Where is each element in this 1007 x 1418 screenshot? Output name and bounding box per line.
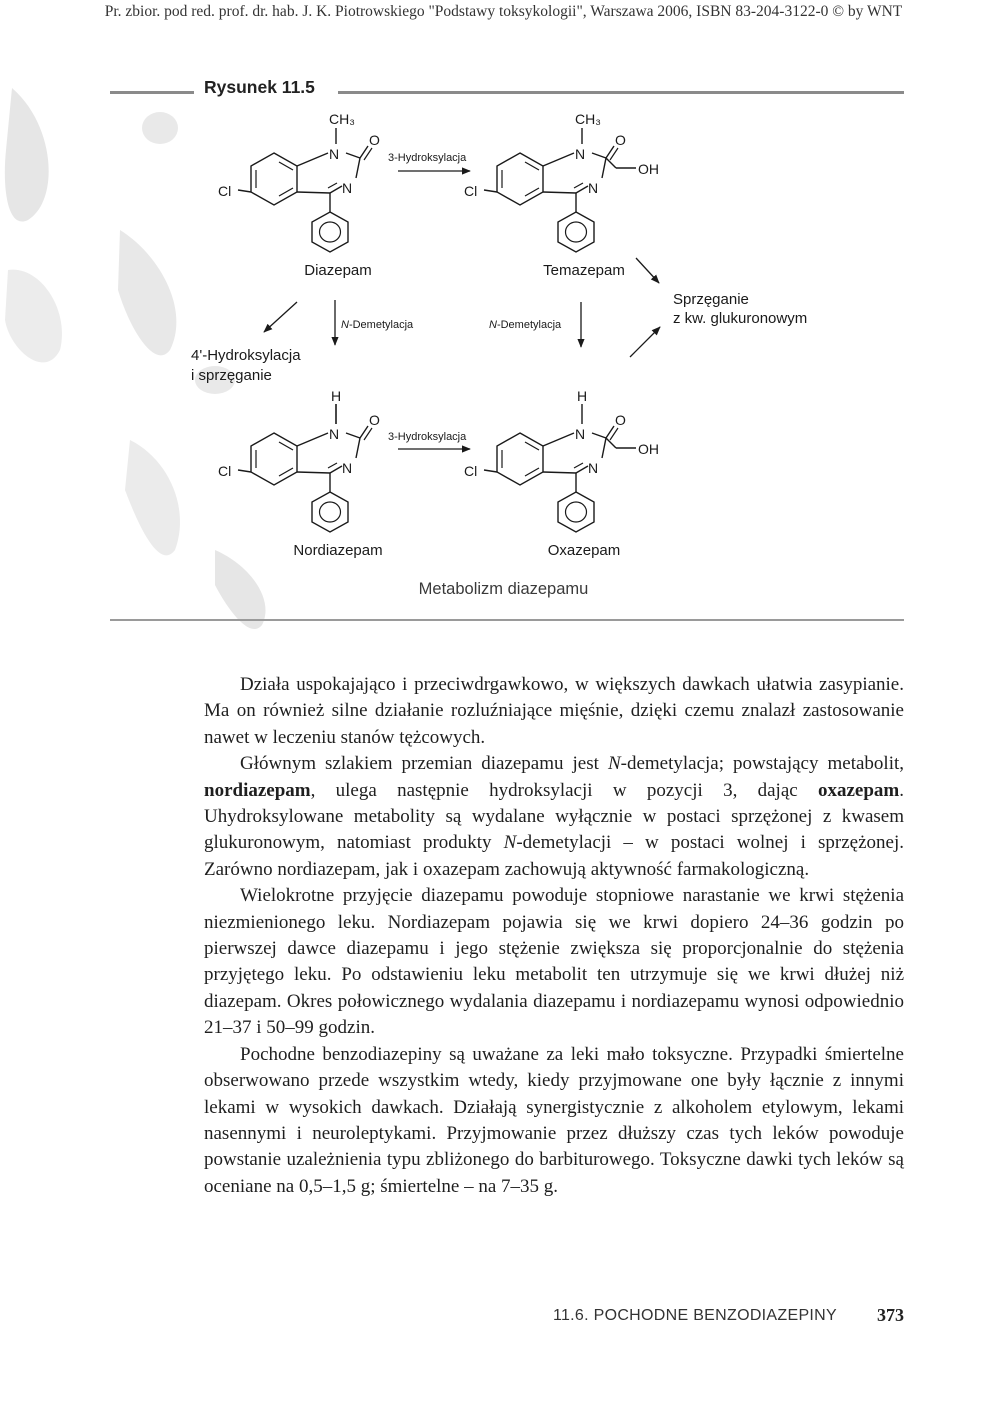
body-text <box>204 672 904 1200</box>
nordiazepam-hydrogen-label: H <box>331 388 342 404</box>
temazepam-n4-label: N <box>588 180 599 196</box>
figure-bottom-rule <box>110 619 904 621</box>
temazepam-hydroxyl-label: OH <box>638 161 659 177</box>
term-nordiazepam: nordiazepam <box>204 779 311 801</box>
metabolism-diagram <box>0 0 1007 620</box>
diazepam-chlorine-label: Cl <box>218 183 232 199</box>
svg-text:N-Demetylacja: N-Demetylacja <box>341 319 414 331</box>
top-hydroxylation-arrow <box>388 152 470 171</box>
paragraph-1: Działa uspokajająco i przeciwdrgawkowo, w większych dawkach ułatwia zasypianie. Ma on również silne działanie rozluźniające mięśnie, dzięki czemu znalazł zastosowanie nawet w leczeniu stanów tężcowych. <box>204 674 904 748</box>
right-demethylation-arrow <box>489 302 581 347</box>
top-hydroxylation-label: 3-Hydroksylacja <box>388 152 467 164</box>
copyright-header: Pr. zbior. pod red. prof. dr. hab. J. K. Piotrowskiego "Podstawy toksykologii", Warszawa 2006, ISBN 83-204-3122-0 © by WNT <box>104 3 903 20</box>
hydroxylation-4-arrow <box>191 302 301 384</box>
page-number: 373 <box>877 1305 904 1325</box>
paragraph-2: Głównym szlakiem przemian diazepamu jest N-demetylacja; powstający metabolit, nordiazepam, ulega następnie hydroksylacji w pozycji 3, dając oxazepam. Uhydroksylowane metabolity są wydalane wyłącznie w postaci sprzężonej z kwasem glukuronowym, natomiast produkty N-demetylacji – w postaci wolnej i sprzężonej. Zarówno nordiazepam, jak i oxazepam zachowują aktywność farmakologiczną. <box>204 753 905 880</box>
oxazepam-structure <box>464 388 659 532</box>
temazepam-name: Temazepam <box>543 262 625 279</box>
paragraph-3: Wielokrotne przyjęcie diazepamu powoduje stopniowe narastanie we krwi stężenia niezmienionego leku. Nordiazepam pojawia się we krwi dopiero 24–36 godzin po pierwszej dawce diazepamu i jego stężenie zwiększa się proporcjonalnie do stężenia przyjętego leku. Po odstawieniu leku metabolit ten utrzymuje się we krwi dłużej niż diazepam. Okres połowicznego wydalania diazepamu i nordiazepamu wynosi odpowiednio 21–37 i 50–99 godzin. <box>204 885 904 1039</box>
temazepam-oxygen-label: O <box>615 132 626 148</box>
conjugation-line2: z kw. glukuronowym <box>673 310 808 327</box>
diazepam-methyl-label: CH₃ <box>329 111 355 127</box>
diazepam-name: Diazepam <box>304 262 372 279</box>
nordiazepam-structure <box>218 388 380 532</box>
temazepam-structure <box>464 111 659 252</box>
oxazepam-hydroxyl-label: OH <box>638 441 659 457</box>
diazepam-structure <box>218 111 380 252</box>
oxazepam-hydrogen-label: H <box>577 388 588 404</box>
oxazepam-name: Oxazepam <box>547 542 621 559</box>
nordiazepam-n4-label: N <box>342 460 353 476</box>
diazepam-oxygen-label: O <box>369 132 380 148</box>
paragraph-4: Pochodne benzodiazepiny są uważane za leki mało toksyczne. Przypadki śmiertelne obserwowano przede wszystkim wtedy, kiedy przyjmowane one były łącznie z innymi lekami w wysokich dawkach. Działają synergistycznie z alkoholem etylowym, lekami nasennymi i neuroleptykami. Przyjmowanie przez dłuższy czas tych leków powoduje powstanie uzależnienia typu zbliżonego do barbiturowego. Toksyczne dawki tych leków są oceniane na 0,5–1,5 g; śmiertelne – na 7–35 g. <box>204 1043 904 1197</box>
oxazepam-oxygen-label: O <box>615 412 626 428</box>
diazepam-n4-label: N <box>342 180 353 196</box>
conjugation-arrows <box>630 258 807 357</box>
figure-caption: Metabolizm diazepamu <box>418 580 589 598</box>
conjugation-line1: Sprzęganie <box>673 291 749 308</box>
hydroxylation-4-line2: i sprzęganie <box>191 367 272 384</box>
bottom-hydroxylation-arrow <box>388 431 470 449</box>
oxazepam-n1-label: N <box>575 426 586 442</box>
nordiazepam-oxygen-label: O <box>369 412 380 428</box>
temazepam-methyl-label: CH₃ <box>575 111 601 127</box>
figure-title: Rysunek 11.5 <box>204 77 315 97</box>
hydroxylation-4-line1: 4'-Hydroksylacja <box>191 347 301 364</box>
term-oxazepam: oxazepam <box>817 779 900 801</box>
temazepam-n1-label: N <box>575 146 586 162</box>
left-demethylation-arrow <box>335 300 414 345</box>
footer-section-title: 11.6. POCHODNE BENZODIAZEPINY <box>552 1307 837 1324</box>
nordiazepam-name: Nordiazepam <box>293 542 383 559</box>
oxazepam-n4-label: N <box>588 460 599 476</box>
diazepam-n1-label: N <box>329 146 340 162</box>
temazepam-chlorine-label: Cl <box>464 183 478 199</box>
nordiazepam-n1-label: N <box>329 426 340 442</box>
svg-text:N-Demetylacja: N-Demetylacja <box>489 319 562 331</box>
nordiazepam-chlorine-label: Cl <box>218 463 232 479</box>
bottom-hydroxylation-label: 3-Hydroksylacja <box>388 431 467 443</box>
oxazepam-chlorine-label: Cl <box>464 463 478 479</box>
